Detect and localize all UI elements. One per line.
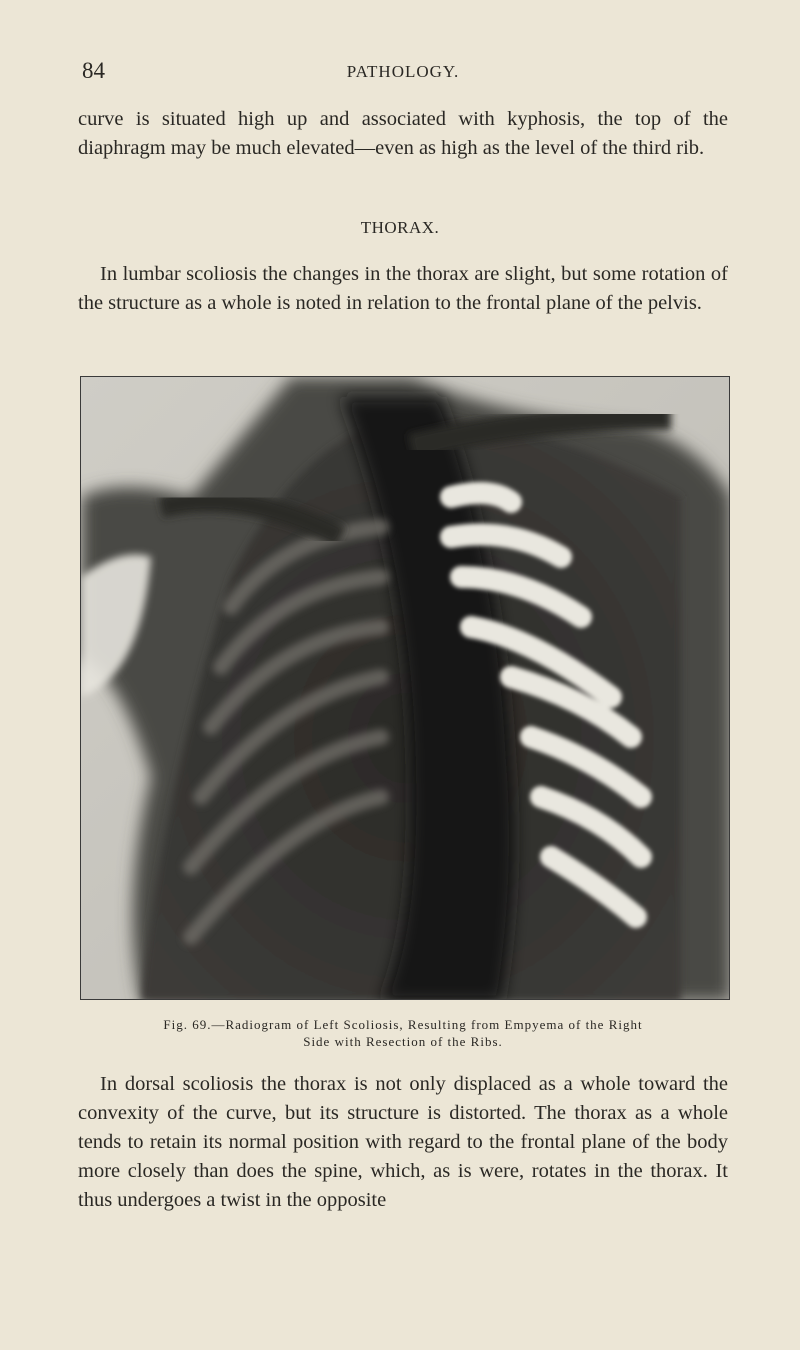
caption-line-2: Side with Resection of the Ribs. [303, 1034, 503, 1049]
paragraph-lumbar-scoliosis: In lumbar scoliosis the changes in the thorax are slight, but some rotation of the structure as a whole is noted in relation to the frontal plane of the pelvis. [78, 263, 728, 314]
radiograph-figure [80, 376, 730, 1000]
section-heading: THORAX. [360, 218, 440, 237]
radiograph-image [81, 377, 730, 1000]
page-number: 84 [82, 58, 105, 83]
running-title: PATHOLOGY. [346, 62, 460, 81]
figure-caption [78, 1016, 728, 1050]
caption-line-1: Fig. 69.—Radiogram of Left Scoliosis, Resulting from Empyema of the Right [163, 1017, 643, 1032]
paragraph-dorsal-scoliosis: In dorsal scoliosis the thorax is not only displaced as a whole toward the convexity of the curve, but its structure is distorted. The thorax as a whole tends to retain its normal position with regard to the frontal plane of the body more closely than does the spine, which, as is were, rotates in the thorax. It thus undergoes a twist in the opposite [78, 1073, 728, 1211]
running-head [78, 58, 728, 88]
paragraph-continued: curve is situated high up and associated with kyphosis, the top of the diaphragm may be much elevated—even as high as the level of the third rib. [78, 108, 728, 159]
